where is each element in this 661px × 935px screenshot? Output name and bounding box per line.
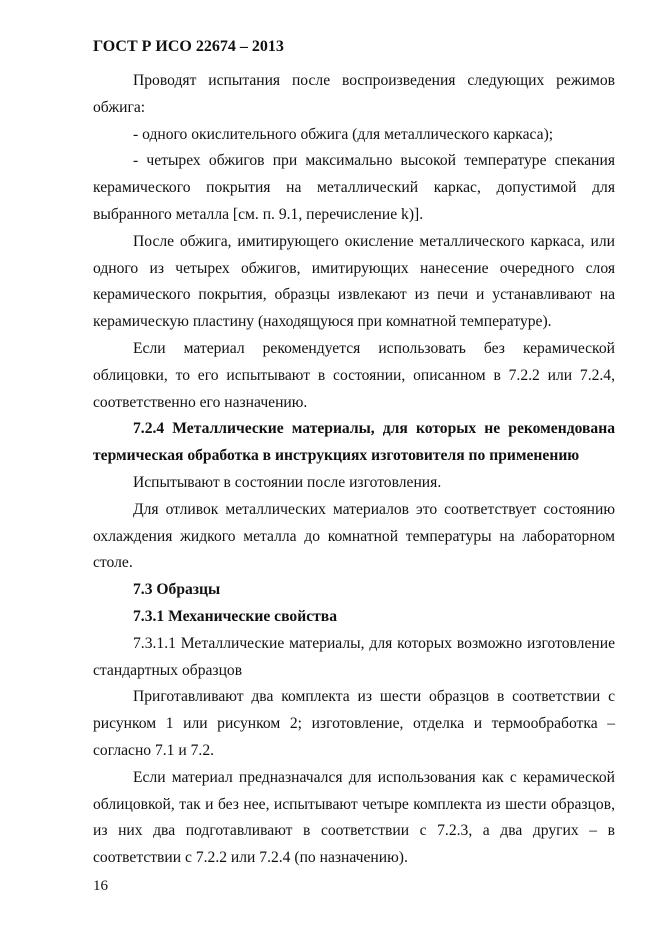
text-line: - четырех обжигов при максимально высокой температуре спекания: [133, 152, 615, 170]
text-line: термическая обработка в инструкциях изготовителя по применению: [93, 447, 580, 465]
text-line: керамического покрытия на металлический каркас, допустимой для: [93, 179, 615, 197]
paragraph: [93, 336, 615, 416]
section-heading: [93, 604, 615, 631]
text-line: облицовки, то его испытывают в состоянии, описанном в 7.2.2 или 7.2.4,: [93, 366, 615, 384]
text-line: Для отливок металлических материалов это соответствует состоянию: [133, 500, 615, 518]
text-line: выбранного металла [см. п. 9.1, перечисление k)].: [93, 205, 424, 223]
page-number: 16: [93, 878, 108, 894]
text-line: керамическую пластину (находящуюся при комнатной температуре).: [93, 313, 552, 331]
text-line: стандартных образцов: [93, 661, 243, 679]
paragraph: [93, 684, 615, 764]
paragraph: [93, 497, 615, 577]
text-line: соответственно его назначению.: [93, 393, 308, 411]
paragraph: [93, 122, 615, 149]
document-body: [93, 68, 615, 872]
paragraph: [93, 229, 615, 336]
document-header: ГОСТ Р ИСО 22674 – 2013: [93, 38, 284, 55]
text-line: После обжига, имитирующего окисление металлического каркаса, или: [133, 232, 615, 250]
text-line: - одного окислительного обжига (для металлического каркаса);: [133, 125, 554, 143]
text-line: 7.2.4 Металлические материалы, для которых не рекомендована: [133, 420, 615, 438]
text-line: Если материал рекомендуется использовать без керамической: [133, 339, 615, 357]
paragraph: [93, 765, 615, 872]
text-line: обжига:: [93, 98, 146, 116]
text-line: из них два подготавливают в соответствии с 7.2.3, а два других – в: [93, 822, 615, 840]
text-line: Испытывают в состоянии после изготовления.: [133, 473, 442, 491]
text-line: одного из четырех обжигов, имитирующих нанесение очередного слоя: [93, 259, 615, 277]
text-line: облицовкой, так и без нее, испытывают четыре комплекта из шести образцов,: [93, 795, 615, 813]
paragraph: [93, 470, 615, 497]
text-line: охлаждения жидкого металла до комнатной температуры на лабораторном: [93, 527, 615, 545]
section-heading: [93, 416, 615, 470]
text-line: 7.3.1.1 Металлические материалы, для которых возможно изготовление: [133, 634, 615, 652]
text-line: рисунком 1 или рисунком 2; изготовление, отделка и термообработка –: [93, 715, 615, 733]
text-line: столе.: [93, 554, 133, 572]
paragraph: [93, 631, 615, 685]
text-line: согласно 7.1 и 7.2.: [93, 741, 215, 759]
text-line: керамического покрытия, образцы извлекают из печи и устанавливают на: [93, 286, 615, 304]
text-line: Приготавливают два комплекта из шести образцов в соответствии с: [133, 688, 615, 706]
text-line: соответствии с 7.2.2 или 7.2.4 (по назначению).: [93, 849, 408, 867]
text-line: Если материал предназначался для использования как с керамической: [133, 768, 615, 786]
paragraph: [93, 148, 615, 228]
section-heading: [93, 577, 615, 604]
text-line: Проводят испытания после воспроизведения следующих режимов: [133, 72, 615, 89]
paragraph: [93, 68, 615, 122]
text-line: 7.3 Образцы: [133, 581, 221, 599]
text-line: 7.3.1 Механические свойства: [133, 607, 337, 625]
